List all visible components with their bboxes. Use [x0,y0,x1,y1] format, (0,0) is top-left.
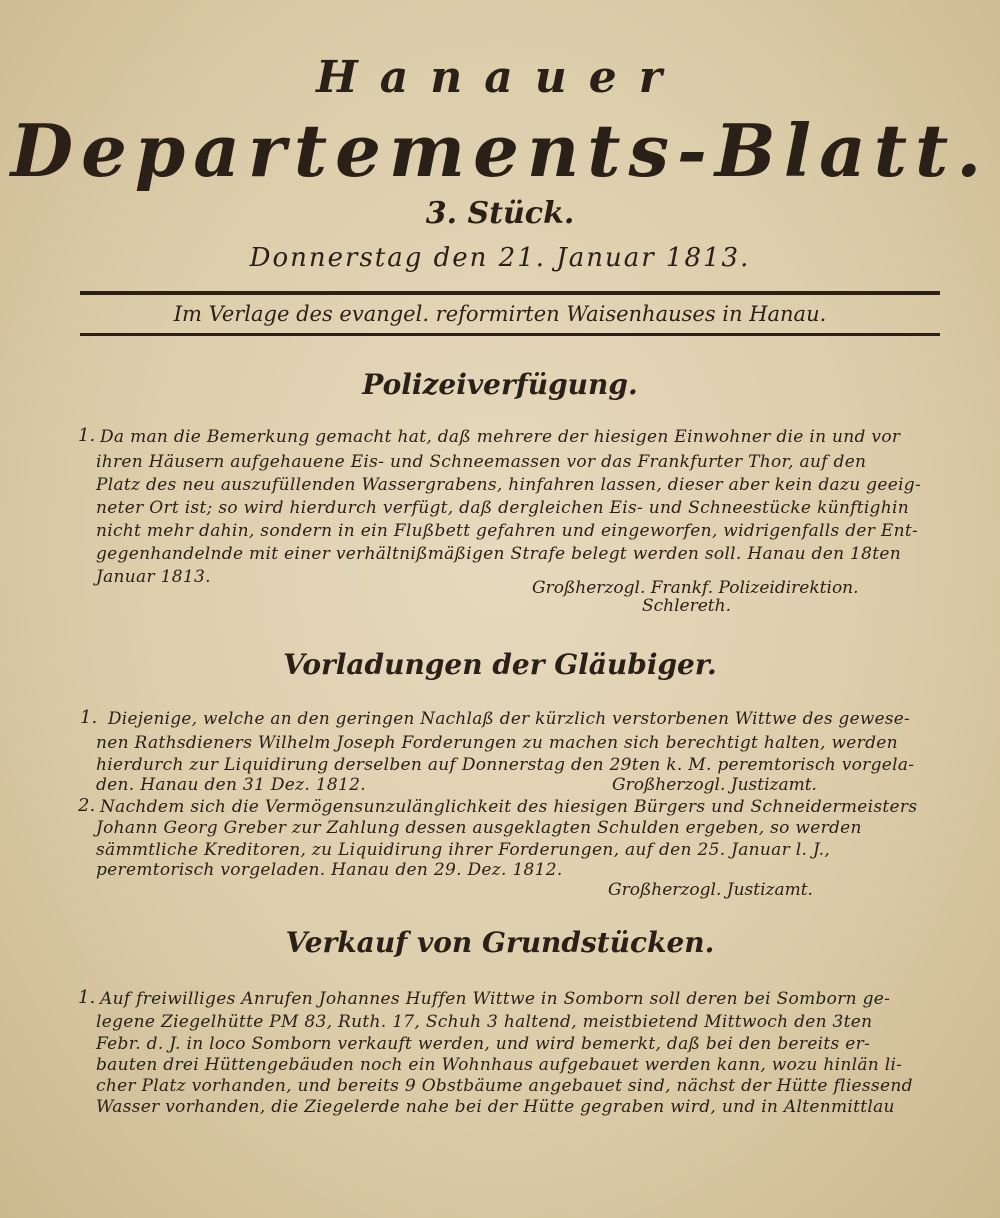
text-line: Diejenige, welche an den geringen Nachlaß der kürzlich verstorbenen Wittwe des gewese- [108,709,911,729]
section-heading-polizeiverfuegung: Polizeiverfügung. [362,368,638,401]
text-line: Auf freiwilliges Anrufen Johannes Huffen Wittwe in Somborn soll deren bei Somborn ge- [100,989,891,1009]
publisher-line: Im Verlage des evangel. reformirten Waisenhauses in Hanau. [173,302,827,326]
text-line: bauten drei Hüttengebäuden noch ein Wohnhaus aufgebauet werden kann, wozu hinlän li- [96,1055,903,1075]
masthead-title-line1: Hanauer [316,52,684,103]
text-line: gegenhandelnde mit einer verhältnißmäßigen Strafe belegt werden soll. Hanau den 18ten [96,544,901,564]
text-line: hierdurch zur Liquidirung derselben auf Donnerstag den 29ten k. M. peremtorisch vorgela- [96,755,915,775]
item-number: 1. [78,987,96,1008]
signature-authority: Großherzogl. Justizamt. [612,775,817,795]
top-rule [80,291,940,295]
bottom-rule [80,333,940,336]
issue-date: Donnerstag den 21. Januar 1813. [249,243,751,273]
text-line: Wasser vorhanden, die Ziegelerde nahe bei der Hütte gegraben wird, und in Altenmittlau [96,1097,895,1117]
masthead-title-line2: Departements-Blatt. [10,108,990,193]
section-heading-vorladungen: Vorladungen der Gläubiger. [283,648,717,681]
item-number: 2. [78,795,96,816]
text-line: den. Hanau den 31 Dez. 1812. [96,775,366,795]
item-number: 1. [78,425,96,446]
text-line: Platz des neu auszufüllenden Wassergrabens, hinfahren lassen, dieser aber kein dazu geeig- [96,475,922,495]
text-line: peremtorisch vorgeladen. Hanau den 29. Dez. 1812. [96,860,563,880]
signature-authority: Großherzogl. Frankf. Polizeidirektion. [532,578,859,598]
text-line: Januar 1813. [96,567,211,587]
text-line: ihren Häusern aufgehauene Eis- und Schneemassen vor das Frankfurter Thor, auf den [96,452,867,472]
signature-name: Schlereth. [642,596,731,616]
text-line: nen Rathsdieners Wilhelm Joseph Forderungen zu machen sich berechtigt halten, werden [96,733,898,753]
text-line: Nachdem sich die Vermögensunzulänglichkeit des hiesigen Bürgers und Schneidermeisters [100,797,918,817]
text-line: legene Ziegelhütte PM 83, Ruth. 17, Schuh 3 haltend, meistbietend Mittwoch den 3ten [96,1012,873,1032]
text-line: Febr. d. J. in loco Somborn verkauft werden, und wird bemerkt, daß bei den bereits er- [96,1034,871,1054]
text-line: Da man die Bemerkung gemacht hat, daß mehrere der hiesigen Einwohner die in und vor [100,427,901,447]
section-heading-verkauf: Verkauf von Grundstücken. [285,926,715,959]
signature-authority: Großherzogl. Justizamt. [608,880,813,900]
text-line: nicht mehr dahin, sondern in ein Flußbett gefahren und eingeworfen, widrigenfalls der Ent- [96,521,919,541]
text-line: neter Ort ist; so wird hierdurch verfügt, daß dergleichen Eis- und Schneestücke künftighin [96,498,909,518]
item-number: 1. [80,707,98,728]
issue-number: 3. Stück. [425,196,575,231]
text-line: sämmtliche Kreditoren, zu Liquidirung ihrer Forderungen, auf den 25. Januar l. J., [96,840,831,860]
text-line: Johann Georg Greber zur Zahlung dessen ausgeklagten Schulden ergeben, so werden [96,818,862,838]
text-line: cher Platz vorhanden, und bereits 9 Obstbäume angebauet sind, nächst der Hütte fliessend [96,1076,913,1096]
